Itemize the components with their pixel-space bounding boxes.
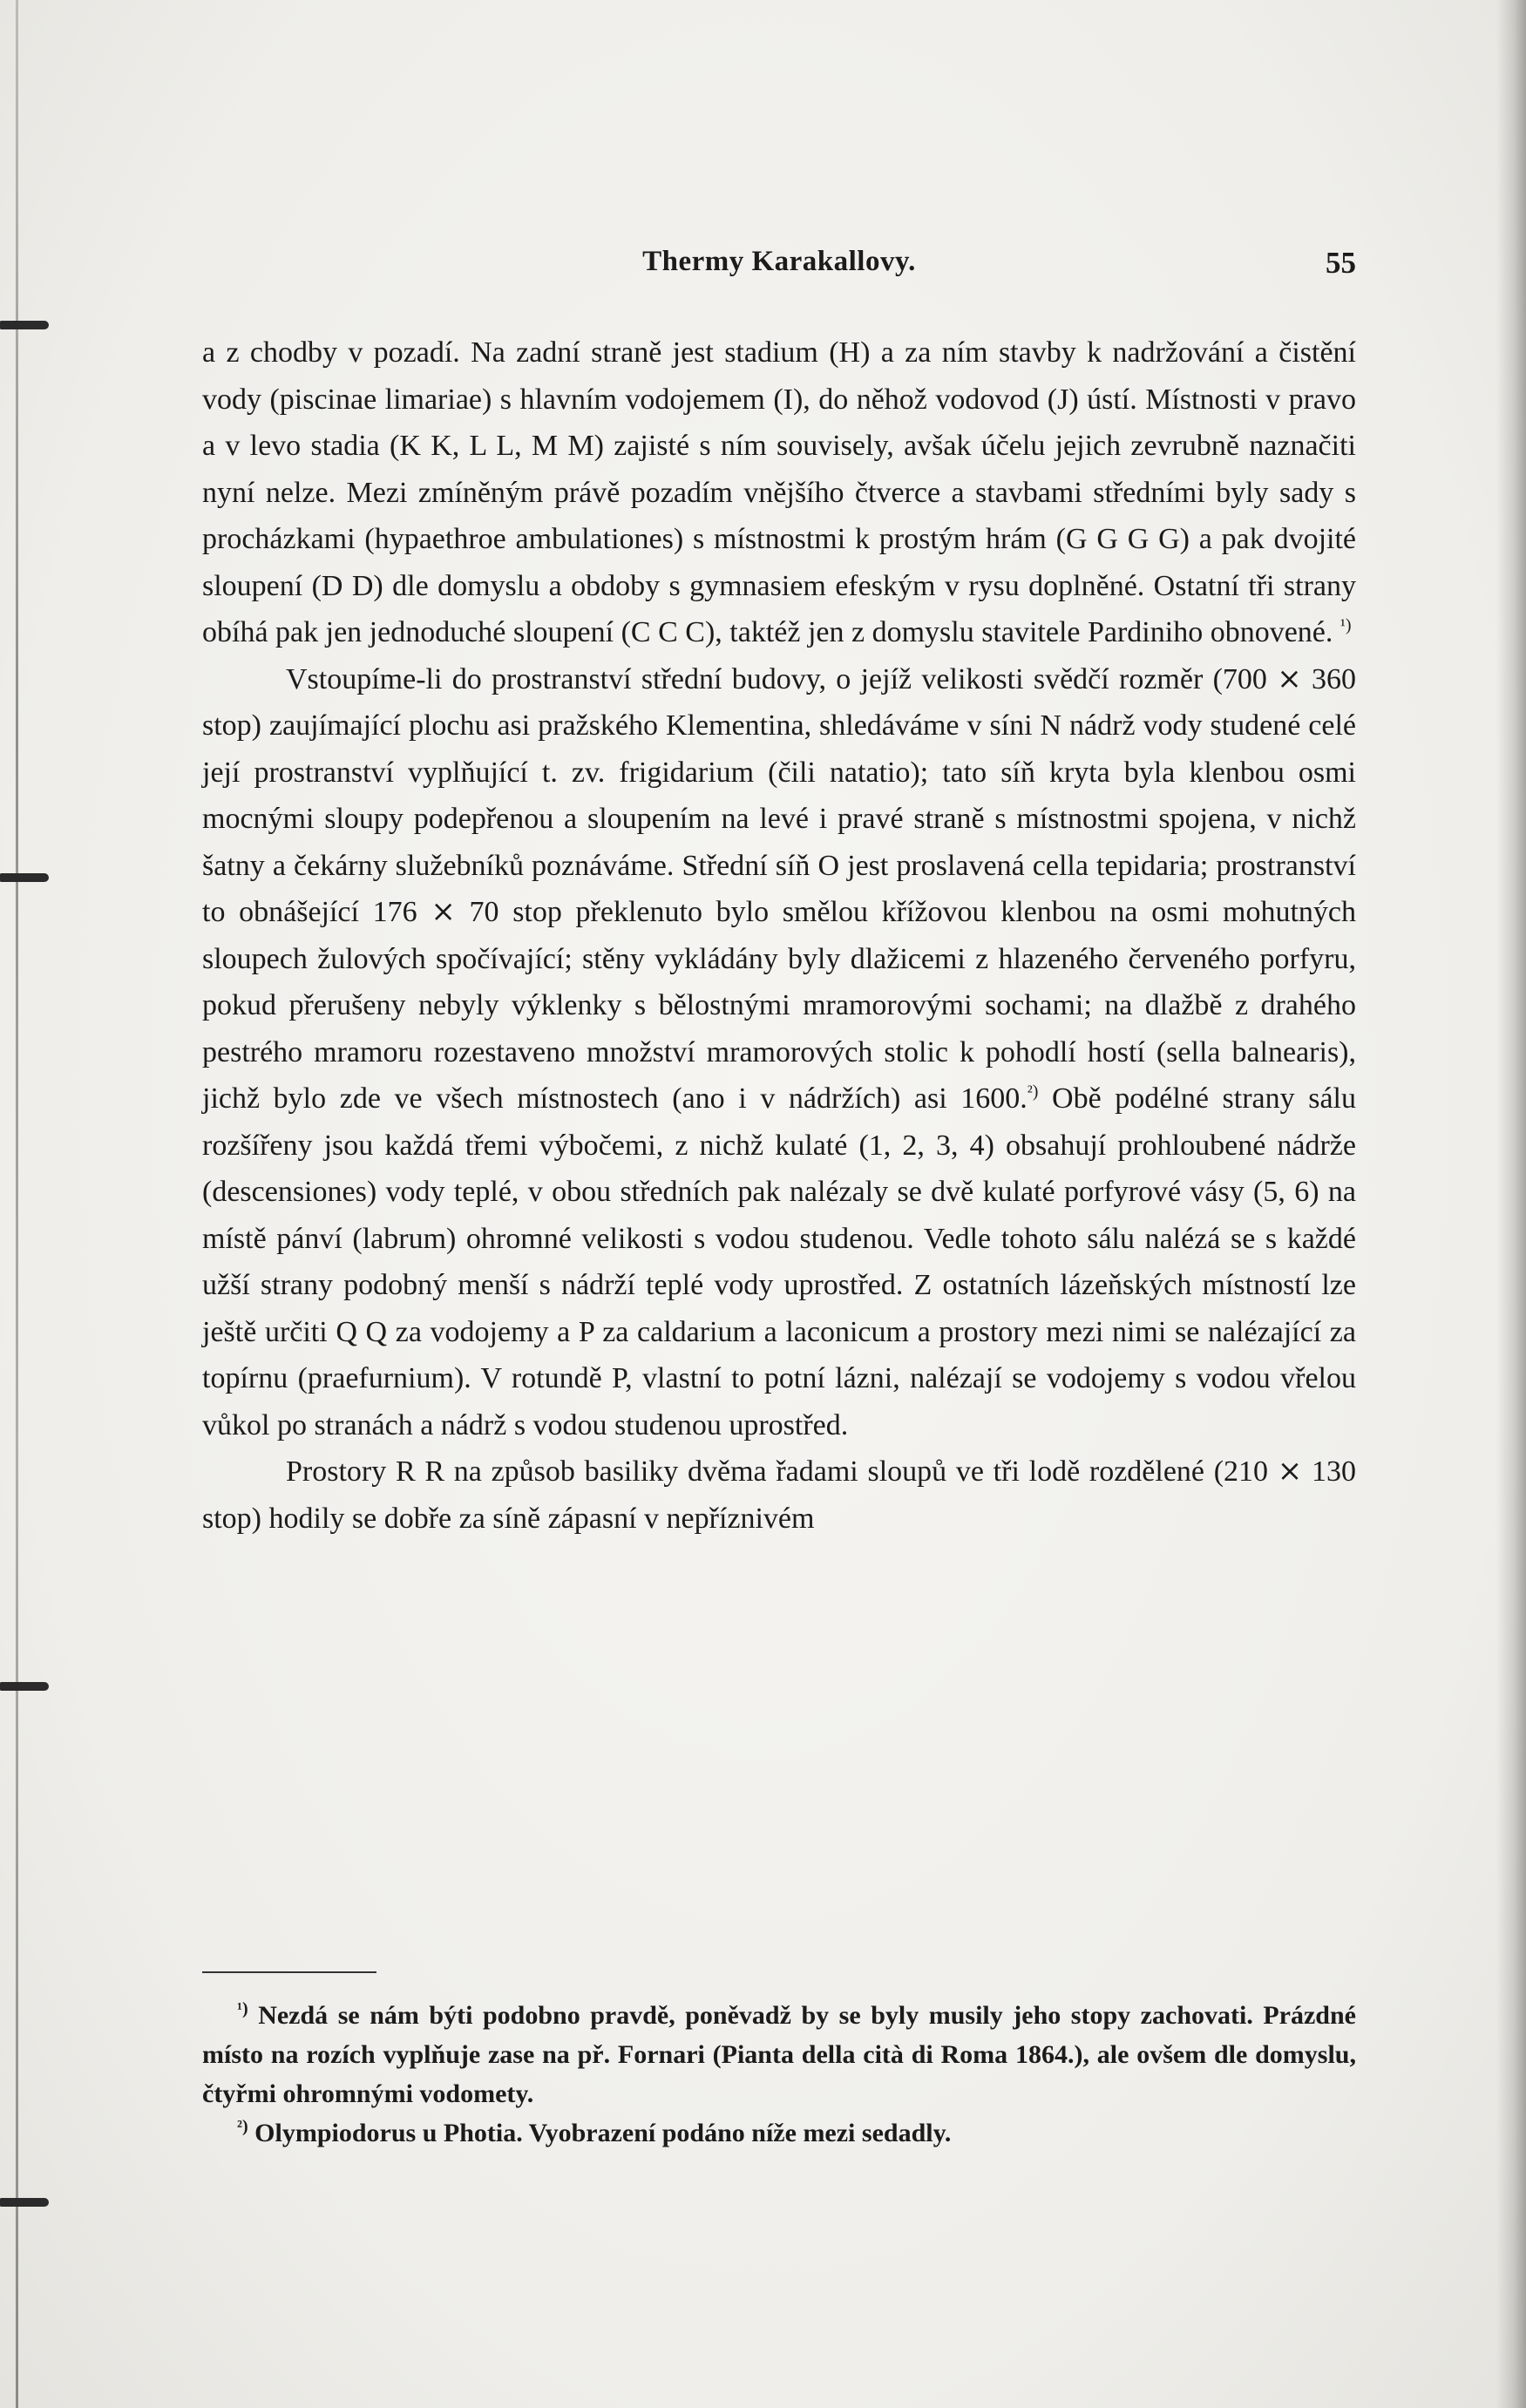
paragraph-text: Prostory R R na způsob basiliky dvěma řadami sloupů ve tři lodě rozdělené (210 ⨯ 130 stop) hodily se dobře za síně zápasní v nepříznivém xyxy=(202,1455,1356,1535)
footnote-ref: ²) xyxy=(1027,1082,1039,1102)
running-header xyxy=(202,246,1356,289)
paragraph-text: Obě podélné strany sálu rozšířeny jsou každá třemi výbočemi, z nichž kulaté (1, 2, 3, 4) obsahují prohloubené nádrže (descensiones) vody teplé, v obou středních pak nalézaly se dvě kulaté porfyrové vásy (5, 6) na místě pánví (labrum) ohromné velikosti s vodou studenou. Vedle tohoto sálu nalézá se s každé užší strany podobný menší s nádrží teplé vody uprostřed. Z ostatních lázeňských místností lze ještě určiti Q Q za vodojemy a P za caldarium a laconicum a prostory mezi nimi se nalézající za topírnu (praefurnium). V rotundě P, vlastní to potní lázni, nalézají se vodojemy s vodou vřelou vůkol po stranách a nádrž s vodou studenou uprostřed. xyxy=(202,1082,1356,1441)
footnote-text: Olympiodorus u Photia. Vyobrazení podáno níže mezi sedadly. xyxy=(254,2119,952,2147)
footnote-ref: ¹) xyxy=(1339,615,1352,635)
margin-mark xyxy=(0,321,49,329)
footnote-marker: ¹) xyxy=(237,1999,248,2018)
page-binding-edge xyxy=(16,0,18,2408)
paragraph xyxy=(202,329,1356,656)
paragraph-text: a z chodby v pozadí. Na zadní straně jest stadium (H) a za ním stavby k nadržování a čistění vody (piscinae limariae) s hlavním vodojemem (I), do něhož vodovod (J) ústí. Místnosti v pravo a v levo stadia (K K, L L, M M) zajisté s ním souvisely, avšak účelu jejich zevrubně naznačiti nyní nelze. Mezi zmíněným právě pozadím vnějšího čtverce a stavbami středními byly sady s procházkami (hypaethroe ambulationes) s místnostmi k prostým hrám (G G G G) a pak dvojité sloupení (D D) dle domyslu a obdoby s gymnasiem efeským v rysu doplněné. Ostatní tři strany obíhá pak jen jednoduché sloupení (C C C), taktéž jen z domyslu stavitele Pardiniho obnovené. xyxy=(202,336,1356,648)
footnote xyxy=(202,1996,1356,2113)
paragraph-text: Vstoupíme-li do prostranství střední budovy, o jejíž velikosti svědčí rozměr (700 ⨯ 360 stop) zaujímající plochu asi pražského Klementina, shledáváme v síni N nádrž vody studené celé její prostranství vyplňující t. zv. frigidarium (čili natatio); tato síň kryta byla klenbou osmi mocnými sloupy podepřenou a sloupením na levé i pravé straně s místnostmi spojena, v nichž šatny a čekárny služebníků poznáváme. Střední síň O jest proslavená cella tepidaria; prostranství to obnášející 176 ⨯ 70 stop překlenuto bylo smělou křížovou klenbou na osmi mohutných sloupech žulových spočívající; stěny vykládány byly dlažicemi z hlazeného červeného porfyru, pokud přerušeny nebyly výklenky s bělostnými mramorovými sochami; na dlažbě z drahého pestrého mramoru rozestaveno množství mramorových stolic k pohodlí hostí (sella balnearis), jichž bylo zde ve všech místnostech (ano i v nádržích) asi 1600. xyxy=(202,662,1356,1115)
margin-mark xyxy=(0,873,49,882)
footnote-divider xyxy=(202,1971,376,1973)
paragraph xyxy=(202,1448,1356,1542)
footnote-marker: ²) xyxy=(237,2117,248,2136)
page-number: 55 xyxy=(1326,246,1356,280)
paragraph xyxy=(202,656,1356,1449)
page-shadow-edge xyxy=(1496,0,1526,2408)
footnote-text: Nezdá se nám býti podobno pravdě, poněvadž by se byly musily jeho stopy zachovati. Prázdné místo na rozích vyplňuje zase na př. Fornari (Pianta della cità di Roma 1864.), ale ovšem dle domyslu, čtyřmi ohromnými vodomety. xyxy=(202,2001,1356,2108)
footnote xyxy=(202,2113,1356,2153)
margin-mark xyxy=(0,2198,49,2207)
running-title: Thermy Karakallovy. xyxy=(642,246,916,277)
margin-mark xyxy=(0,1682,49,1691)
footnotes xyxy=(202,1996,1356,2153)
body-text xyxy=(202,329,1356,1542)
